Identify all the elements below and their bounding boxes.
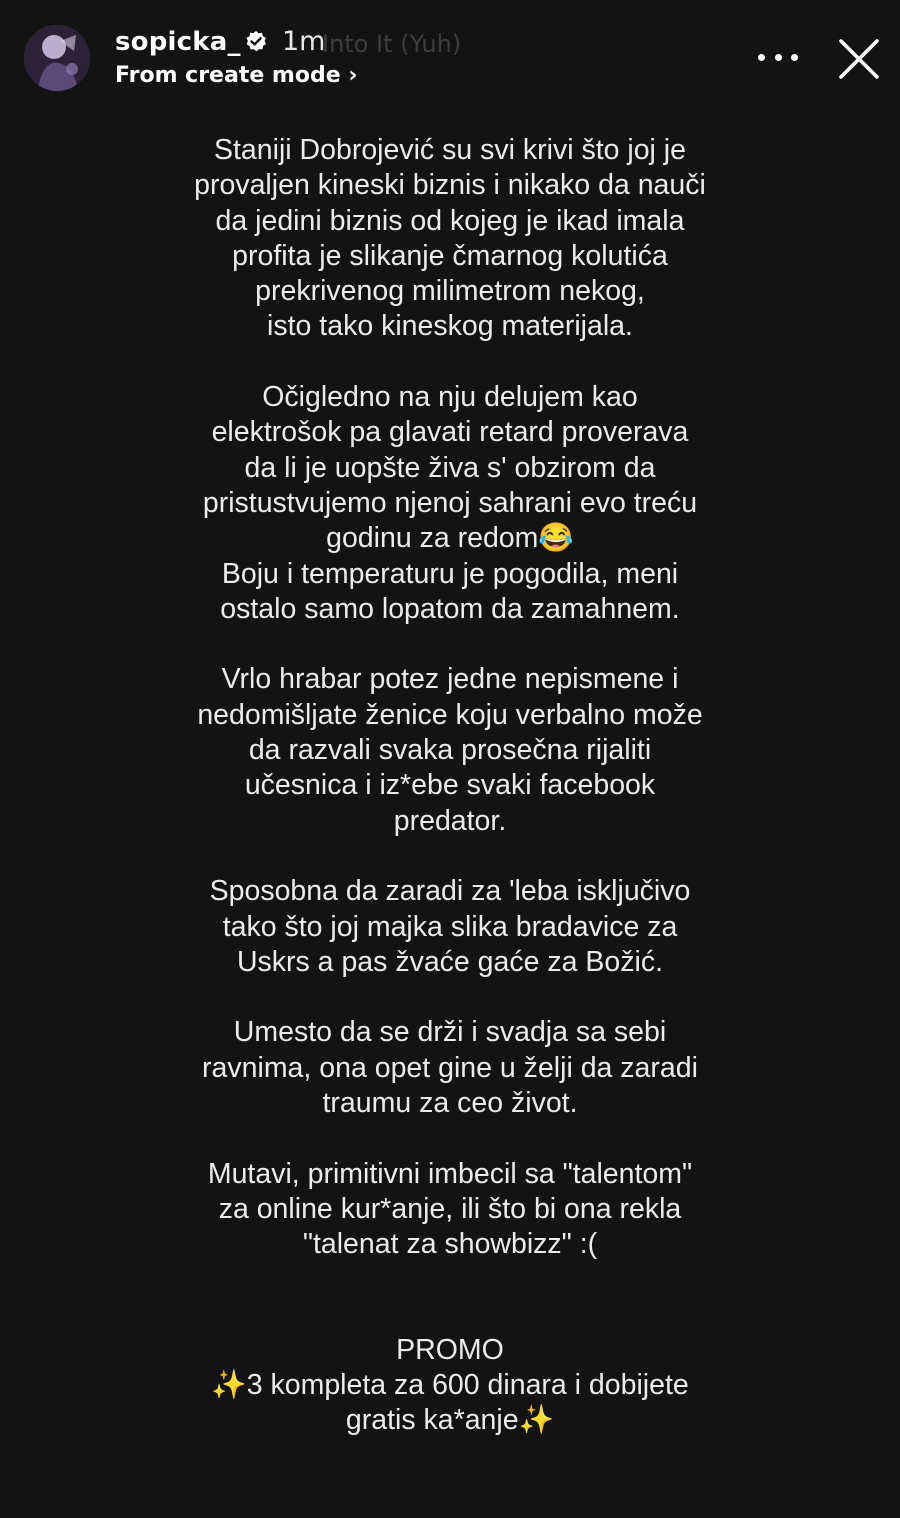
verified-badge-icon <box>244 30 268 54</box>
story-paragraph: Vrlo hrabar potez jedne nepismene i nedomišljate ženice koju verbalno može da razvali svaka prosečna rijaliti učesnica i iz*ebe svaki facebook predator. <box>197 663 703 837</box>
story-paragraph: Staniji Dobrojević su svi krivi što joj je provaljen kineski biznis i nikako da nauči da jedini biznis od kojeg je ikad imala profita je slikanje čmarnog kolutića prekrivenog milimetrom nekog, isto tako kineskog materijala. <box>194 134 706 343</box>
story-text <box>150 133 750 1474</box>
promo-title: PROMO <box>396 1333 504 1366</box>
story-paragraph: Sposobna da zaradi za 'leba isključivo tako što joj majka slika bradavice za Uskrs a pas žvaće gaće za Božić. <box>209 875 691 978</box>
chevron-right-icon: › <box>348 63 358 88</box>
more-dot <box>791 54 798 61</box>
close-button[interactable] <box>836 36 882 82</box>
more-dot <box>775 54 782 61</box>
story-time: 1m <box>282 26 326 57</box>
promo-block <box>150 1333 750 1439</box>
story-paragraph: Mutavi, primitivni imbecil sa "talentom" za online kur*anje, ili što bi ona rekla "talenat za showbizz" :( <box>207 1157 693 1261</box>
avatar[interactable] <box>24 25 90 91</box>
create-mode-label: From create mode <box>115 63 341 88</box>
story-header <box>0 0 900 110</box>
close-icon <box>836 36 882 82</box>
story-paragraph: Umesto da se drži i svadja sa sebi ravnima, ona opet gine u želji da zaradi traumu za ceo život. <box>202 1016 698 1120</box>
username[interactable]: sopicka_ <box>115 27 241 57</box>
promo-text: ✨3 kompleta za 600 dinara i dobijete gratis ka*anje✨ <box>211 1368 689 1437</box>
story-paragraph: Očigledno na nju delujem kao elektrošok pa glavati retard proverava da li je uopšte živa s' obzirom da pristustvujemo njenoj sahrani evo treću godinu za redom😂 Boju i temperaturu je pogodila, meni ostalo samo lopatom da zamahnem. <box>202 381 698 625</box>
music-label-ghost: Into It (Yuh) <box>322 30 462 58</box>
more-options-button[interactable] <box>758 42 798 72</box>
more-dots-icon <box>758 54 765 61</box>
create-mode-link[interactable] <box>115 63 357 88</box>
